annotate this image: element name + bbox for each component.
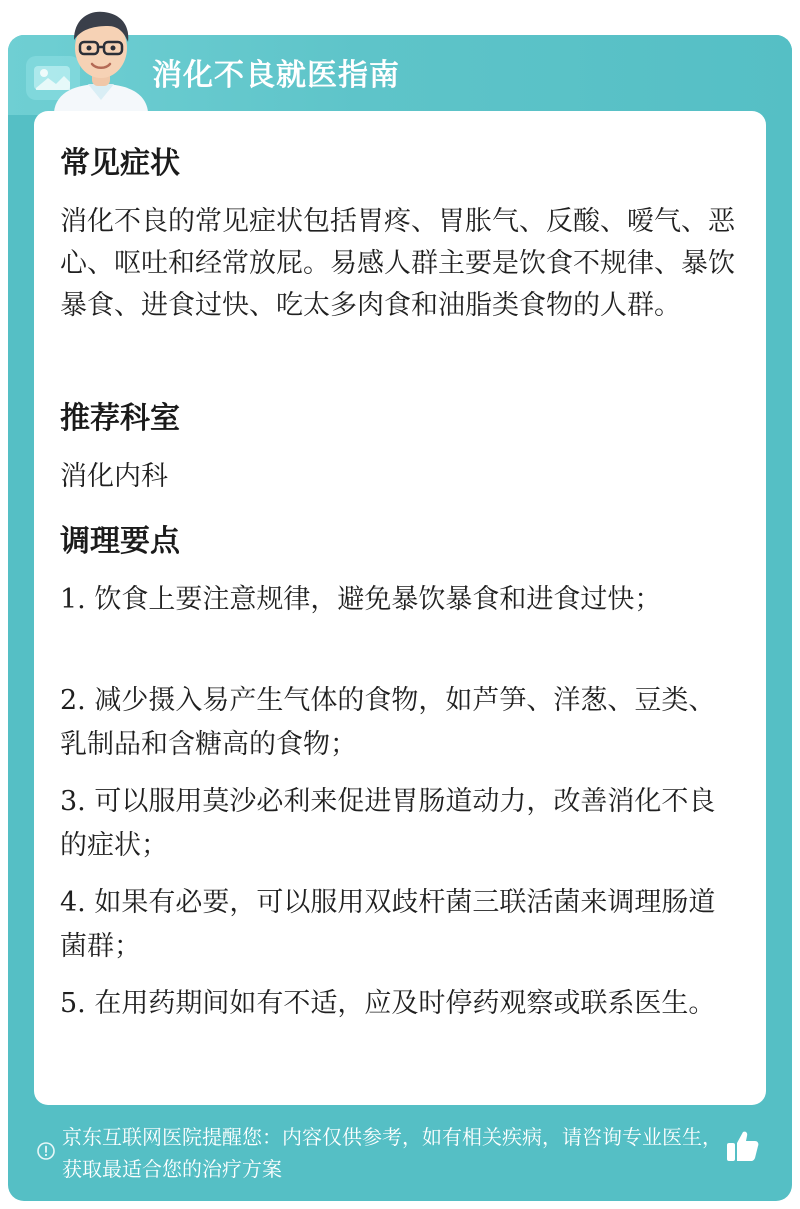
thumbs-up-icon[interactable] [724, 1128, 760, 1164]
care-item: 4. 如果有必要，可以服用双歧杆菌三联活菌来调理肠道菌群； [60, 887, 716, 962]
disclaimer-text: 京东互联网医院提醒您：内容仅供参考，如有相关疾病，请咨询专业医生，获取最适合您的治疗方案 [62, 1125, 722, 1181]
care-item: 1. 饮食上要注意规律，避免暴饮暴食和进食过快； [60, 584, 662, 615]
department-text: 消化内科 [60, 461, 168, 492]
care-item: 3. 可以服用莫沙必利来促进胃肠道动力，改善消化不良的症状； [60, 786, 716, 861]
care-item: 5. 在用药期间如有不适，应及时停药观察或联系医生。 [60, 988, 716, 1019]
page-title: 消化不良就医指南 [152, 58, 400, 93]
care-item: 2. 减少摄入易产生气体的食物，如芦笋、洋葱、豆类、乳制品和含糖高的食物； [60, 685, 716, 760]
info-circle-icon [36, 1141, 56, 1161]
symptoms-text: 消化不良的常见症状包括胃疼、胃胀气、反酸、嗳气、恶心、呕吐和经常放屁。易感人群主要是饮食不规律、暴饮暴食、进食过快、吃太多肉食和油脂类食物的人群。 [60, 206, 735, 321]
care-heading: 调理要点 [60, 524, 180, 559]
doctor-avatar [48, 4, 154, 112]
symptoms-heading: 常见症状 [60, 146, 180, 181]
department-heading: 推荐科室 [60, 401, 180, 436]
